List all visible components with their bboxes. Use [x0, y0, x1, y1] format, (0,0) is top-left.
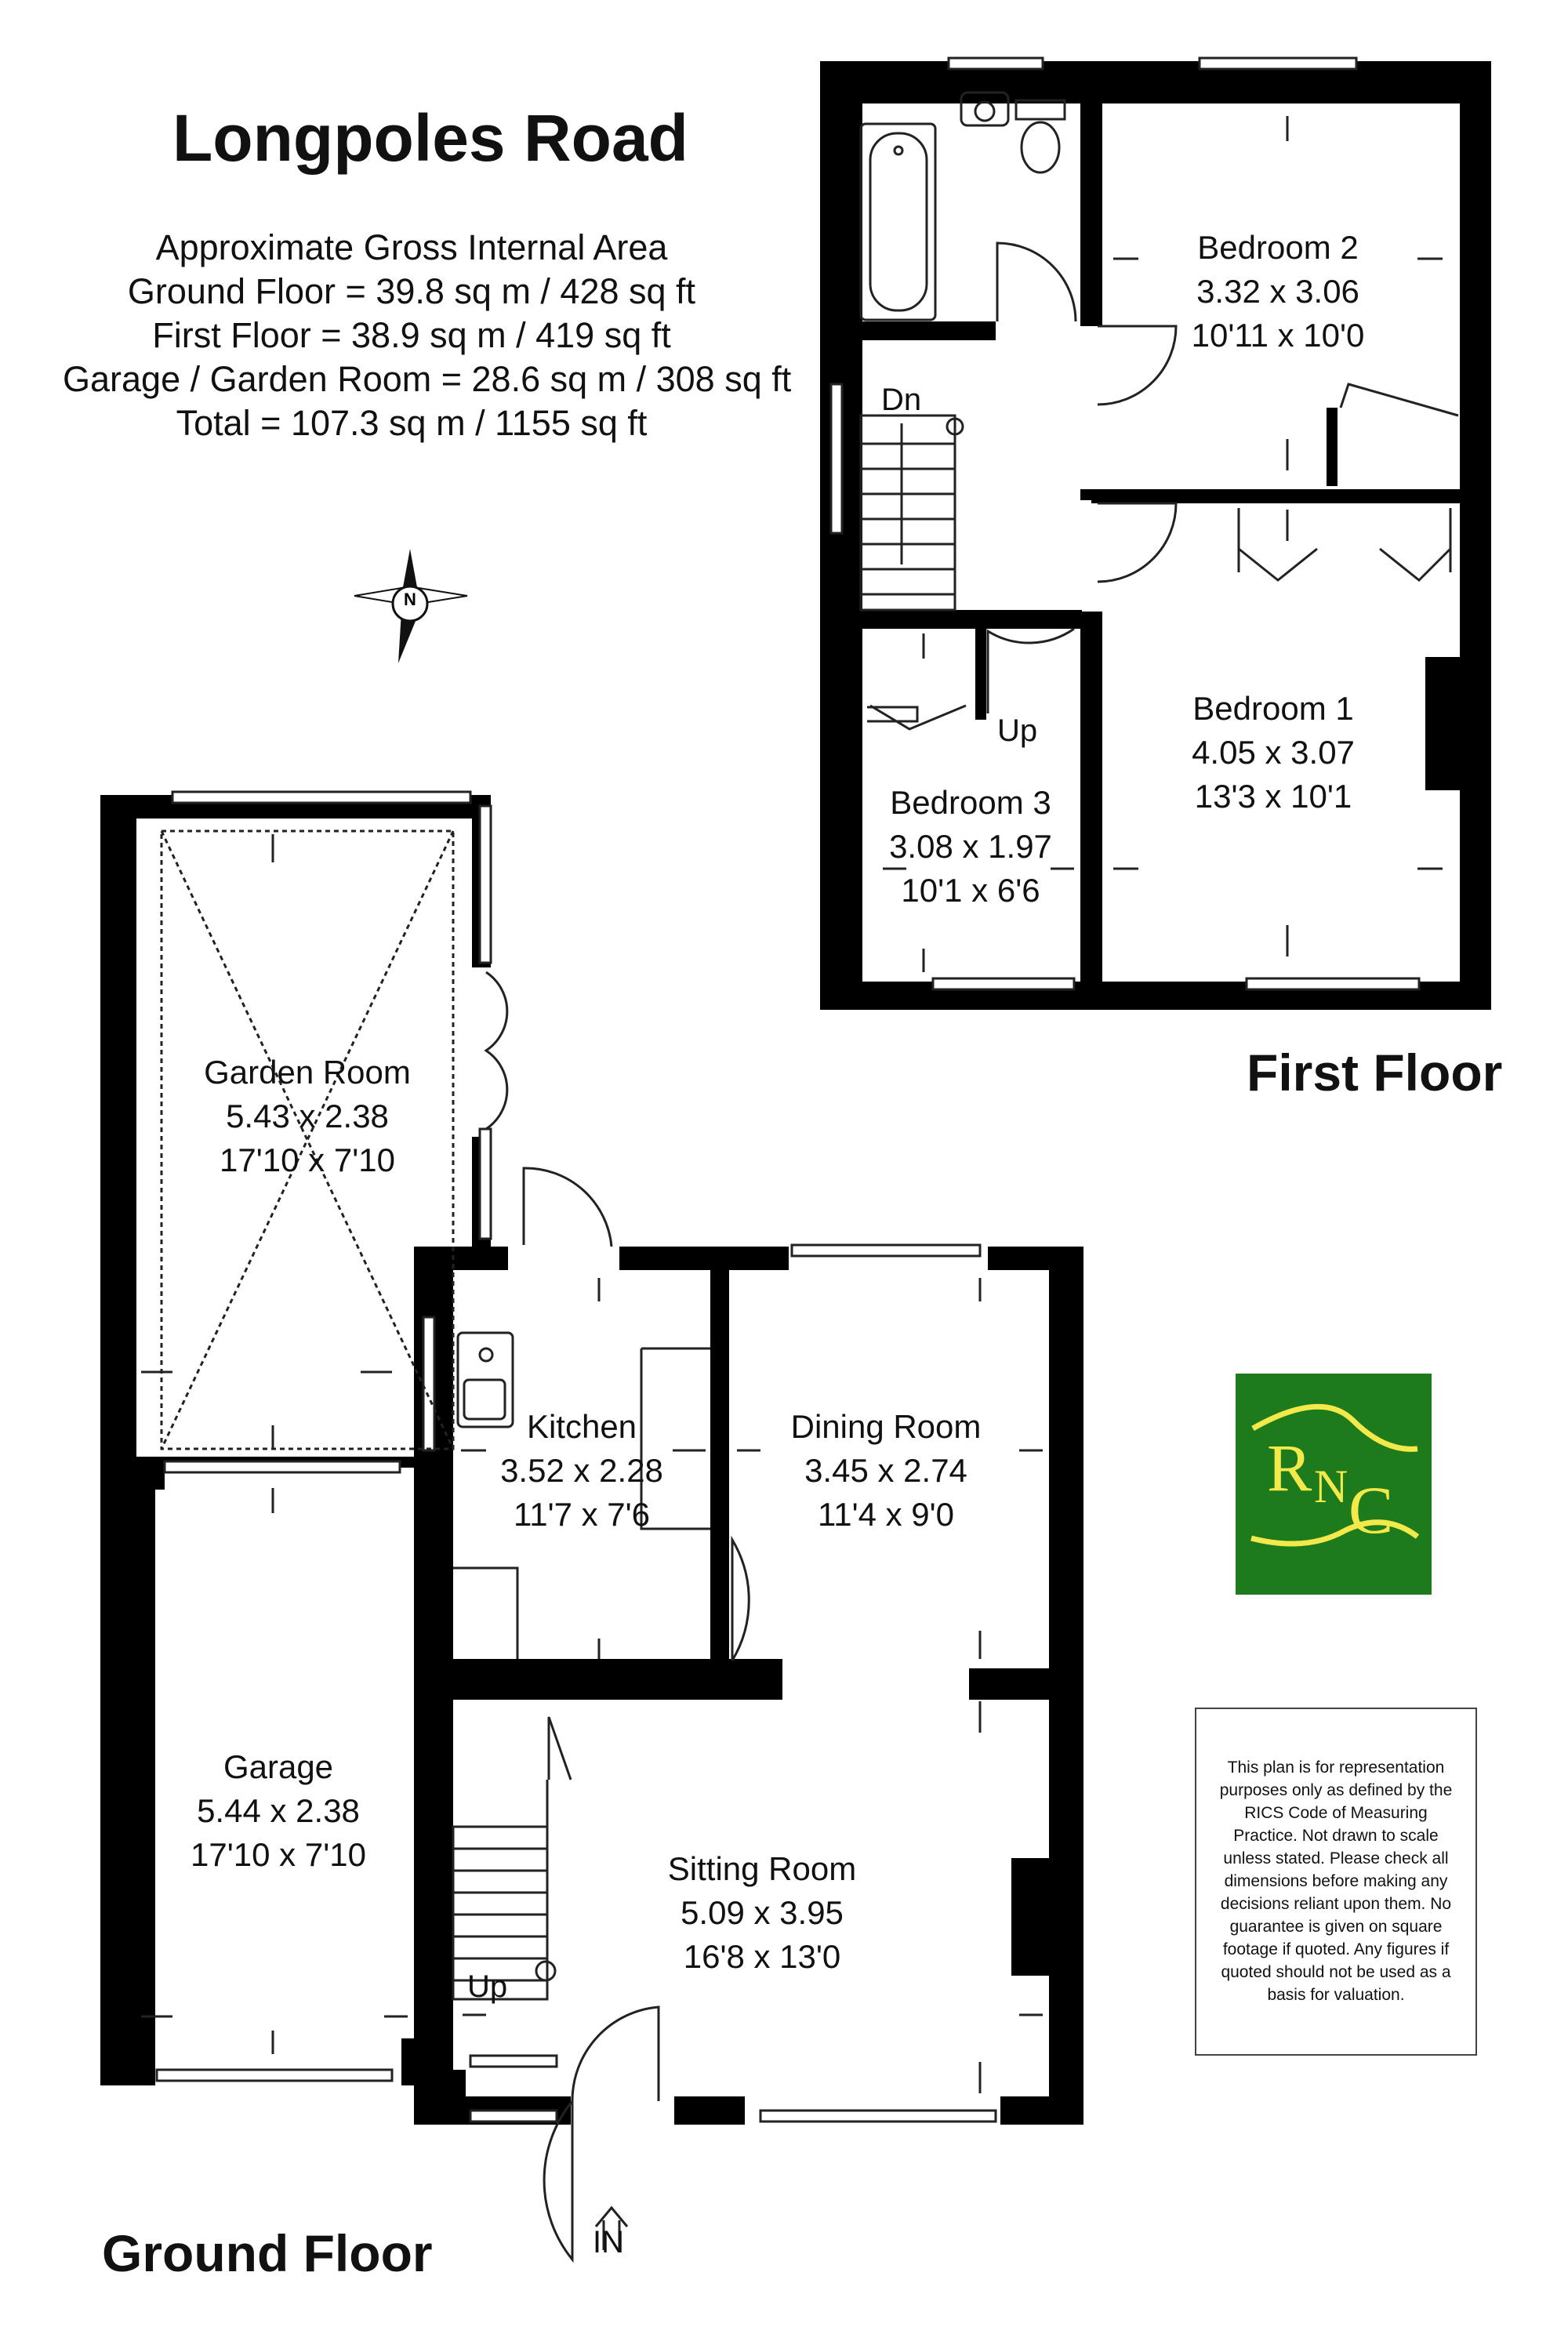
room-metric: 4.05 x 3.07 [1192, 734, 1355, 771]
room-name: Bedroom 2 [1197, 229, 1359, 266]
room-metric: 3.08 x 1.97 [889, 828, 1052, 865]
area-garage-garden-room: Garage / Garden Room = 28.6 sq m / 308 sq ft [63, 359, 792, 399]
room-imperial: 10'1 x 6'6 [901, 872, 1040, 909]
room-metric: 3.32 x 3.06 [1196, 273, 1359, 310]
logo-letter-r: R [1267, 1430, 1312, 1505]
room-metric: 3.45 x 2.74 [804, 1452, 967, 1489]
area-total: Total = 107.3 sq m / 1155 sq ft [176, 403, 648, 443]
room-garden-room [182, 1051, 433, 1182]
room-imperial: 10'11 x 10'0 [1191, 317, 1365, 354]
room-name: Bedroom 1 [1192, 690, 1354, 727]
room-name: Bedroom 3 [890, 784, 1051, 821]
room-imperial: 17'10 x 7'10 [191, 1836, 366, 1873]
room-name: Garden Room [204, 1054, 411, 1091]
room-metric: 5.44 x 2.38 [197, 1792, 360, 1829]
room-sitting-room [637, 1847, 887, 1979]
room-imperial: 13'3 x 10'1 [1194, 778, 1352, 815]
room-garage [165, 1745, 392, 1877]
room-imperial: 11'4 x 9'0 [817, 1496, 955, 1533]
area-first-floor: First Floor = 38.9 sq m / 419 sq ft [152, 315, 671, 355]
room-bedroom-3 [861, 781, 1080, 913]
room-metric: 5.43 x 2.38 [226, 1098, 389, 1134]
compass-north-label: N [404, 590, 416, 609]
room-name: Sitting Room [667, 1850, 857, 1887]
room-imperial: 17'10 x 7'10 [220, 1142, 395, 1178]
logo-letter-n: N [1314, 1461, 1348, 1512]
entrance-label: IN [593, 2225, 624, 2259]
room-dining-room [760, 1405, 1011, 1537]
room-metric: 3.52 x 2.28 [500, 1452, 663, 1489]
room-name: Garage [223, 1748, 334, 1785]
area-ground-floor: Ground Floor = 39.8 sq m / 428 sq ft [127, 271, 696, 311]
room-kitchen [472, 1405, 691, 1537]
logo-letter-c: C [1348, 1472, 1394, 1548]
area-heading: Approximate Gross Internal Area [155, 227, 668, 267]
room-bedroom-2 [1152, 226, 1403, 358]
room-metric: 5.09 x 3.95 [681, 1894, 844, 1931]
agency-logo [1236, 1374, 1432, 1595]
first-floor-stairs-down-label: Dn [881, 383, 922, 417]
room-name: Dining Room [790, 1408, 982, 1445]
room-imperial: 16'8 x 13'0 [683, 1938, 841, 1975]
disclaimer-box: This plan is for representation purposes only as defined by the RICS Code of Measuring Practice. Not drawn to scale unless stated. Please check all dimensions before making any decisions reliant upon them. No guarantee is given on square footage if quoted. Any figures if quoted should not be used as a basis for valuation. [1195, 1708, 1477, 2056]
first-floor-stairs-up-label: Up [997, 713, 1038, 748]
ground-floor-label: Ground Floor [102, 2224, 433, 2282]
room-imperial: 11'7 x 7'6 [513, 1496, 651, 1533]
area-summary [63, 226, 792, 445]
ground-floor-stairs-up-label: Up [467, 1969, 508, 2004]
property-title: Longpoles Road [172, 101, 688, 175]
room-bedroom-1 [1148, 687, 1399, 818]
first-floor-label: First Floor [1247, 1044, 1503, 1102]
room-name: Kitchen [526, 1408, 637, 1445]
